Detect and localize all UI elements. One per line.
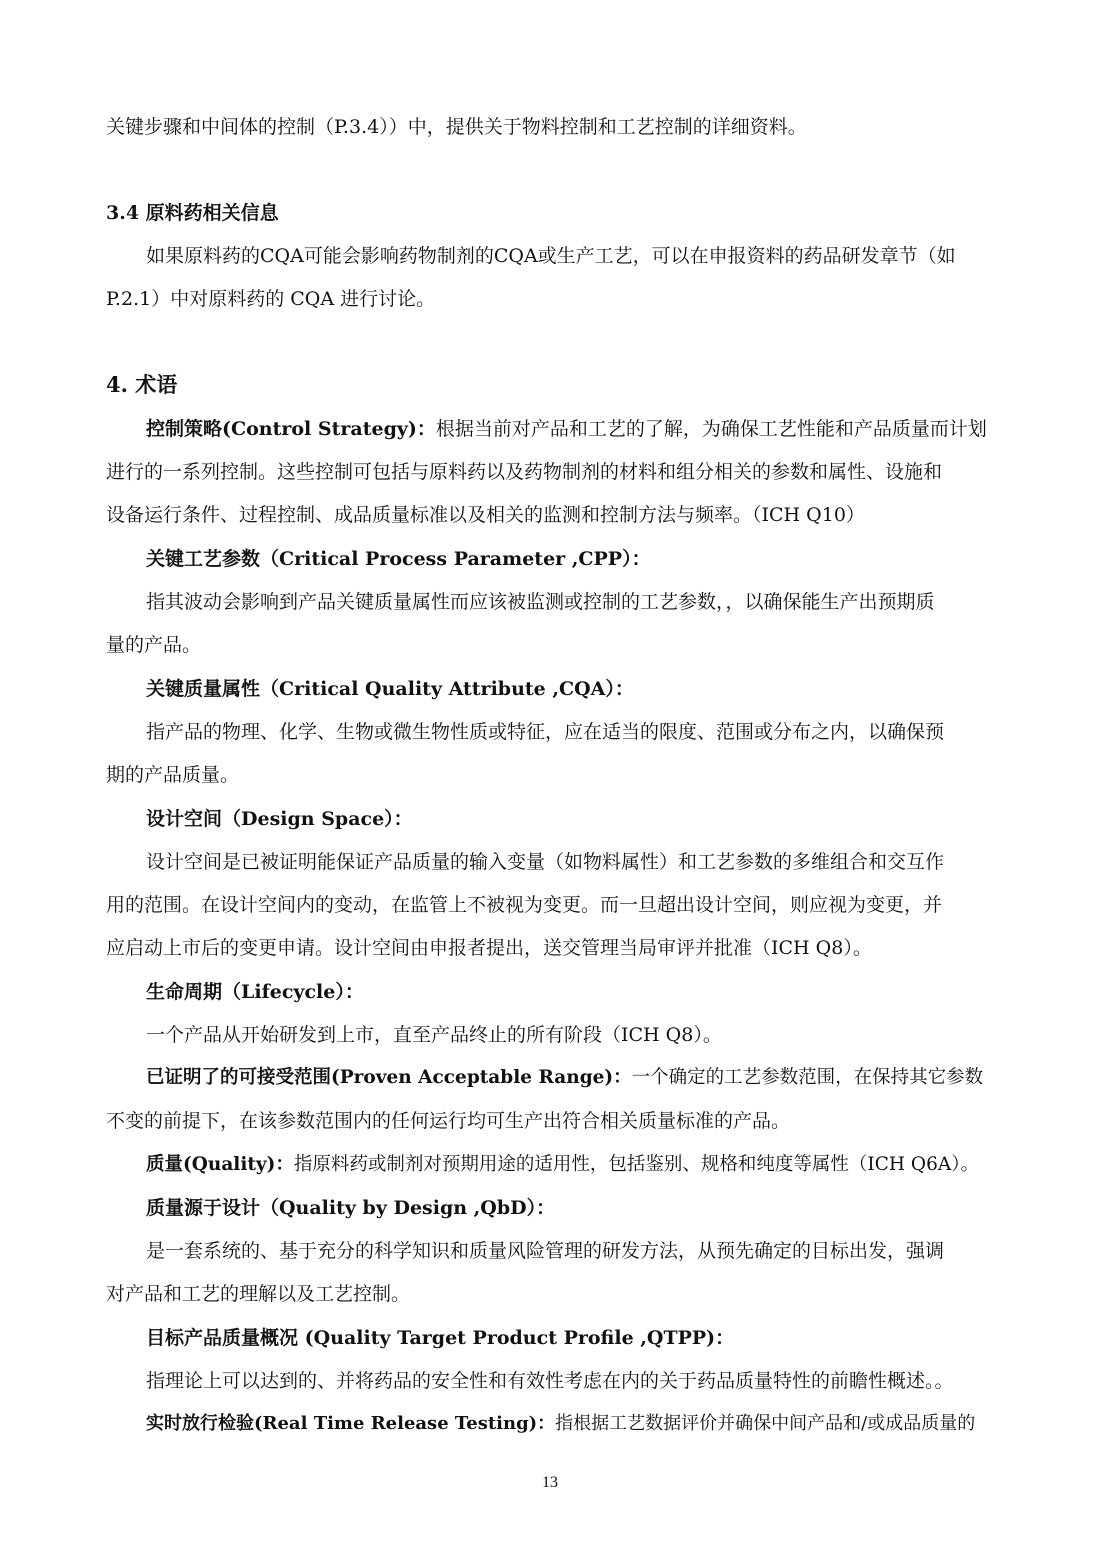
term-title: 实时放行检验(Real Time Release Testing)： <box>146 1413 556 1434</box>
paragraph-line: 进行的一系列控制。这些控制可包括与原料药以及药物制剂的材料和组分相关的参数和属性、设施和 <box>106 461 943 483</box>
paragraph-line: 是一套系统的、基于充分的科学知识和质量风险管理的研发方法，从预先确定的目标出发，强调 <box>146 1240 945 1262</box>
paragraph-line: 指理论上可以达到的、并将药品的安全性和有效性考虑在内的关于药品质量特性的前瞻性概述。。 <box>146 1370 954 1392</box>
term-proven-acceptable-range <box>146 1063 996 1093</box>
term-definition: 指原料药或制剂对预期用途的适用性，包括鉴别、规格和纯度等属性（ICH Q6A）。 <box>293 1154 979 1175</box>
paragraph-line: 设备运行条件、过程控制、成品质量标准以及相关的监测和控制方法与频率。（ICH Q10） <box>106 504 865 526</box>
paragraph-line: 指产品的物理、化学、生物或微生物性质或特征，应在适当的限度、范围或分布之内，以确保预 <box>146 721 945 743</box>
paragraph-line: 一个产品从开始研发到上市，直至产品终止的所有阶段（ICH Q8）。 <box>146 1024 722 1046</box>
term-control-strategy <box>146 414 996 444</box>
paragraph-line: P.2.1）中对原料药的 CQA 进行讨论。 <box>106 288 436 310</box>
paragraph-line: 用的范围。在设计空间内的变动，在监管上不被视为变更。而一旦超出设计空间，则应视为变更，并 <box>106 894 943 916</box>
term-title: 已证明了的可接受范围(Proven Acceptable Range)： <box>146 1067 632 1088</box>
term-title-cpp: 关键工艺参数（Critical Process Parameter ,CPP）： <box>146 548 651 570</box>
paragraph-line: 量的产品。 <box>106 634 202 656</box>
paragraph-line: 对产品和工艺的理解以及工艺控制。 <box>106 1283 411 1305</box>
term-title-design-space: 设计空间（Design Space）： <box>146 808 413 830</box>
paragraph-line: 不变的前提下，在该参数范围内的任何运行均可生产出符合相关质量标准的产品。 <box>106 1110 791 1132</box>
paragraph-line: 指其波动会影响到产品关键质量属性而应该被监测或控制的工艺参数，，以确保能生产出预期质 <box>146 591 935 613</box>
section-heading-3-4: 3.4 原料药相关信息 <box>106 202 279 224</box>
term-title: 控制策略(Control Strategy)： <box>146 418 436 440</box>
term-real-time-release-testing <box>146 1409 996 1439</box>
paragraph-line: 应启动上市后的变更申请。设计空间由申报者提出，送交管理当局审评并批准（ICH Q8）。 <box>106 937 872 959</box>
section-heading-4: 4. 术语 <box>106 372 178 397</box>
paragraph-line: 关键步骤和中间体的控制（P.3.4））中，提供关于物料控制和工艺控制的详细资料。 <box>106 116 807 138</box>
term-definition: 根据当前对产品和工艺的了解，为确保工艺性能和产品质量而计划 <box>435 418 987 440</box>
term-title-lifecycle: 生命周期（Lifecycle）： <box>146 981 364 1003</box>
term-definition: 一个确定的工艺参数范围，在保持其它参数 <box>631 1067 984 1088</box>
term-title-qbd: 质量源于设计（Quality by Design ,QbD）： <box>146 1197 556 1219</box>
term-title-cqa: 关键质量属性（Critical Quality Attribute ,CQA）： <box>146 678 634 700</box>
paragraph-line: 设计空间是已被证明能保证产品质量的输入变量（如物料属性）和工艺参数的多维组合和交互作 <box>146 851 945 873</box>
term-title-qtpp: 目标产品质量概况 (Quality Target Product Profile ,QTPP)： <box>146 1327 735 1349</box>
term-quality <box>146 1150 996 1180</box>
term-definition: 指根据工艺数据评价并确保中间产品和/或成品质量的 <box>555 1413 976 1434</box>
paragraph-line: 如果原料药的CQA可能会影响药物制剂的CQA或生产工艺，可以在申报资料的药品研发章节（如 <box>146 245 956 267</box>
term-title: 质量(Quality)： <box>146 1154 294 1175</box>
paragraph-line: 期的产品质量。 <box>106 764 240 786</box>
page-number: 13 <box>542 1474 558 1491</box>
